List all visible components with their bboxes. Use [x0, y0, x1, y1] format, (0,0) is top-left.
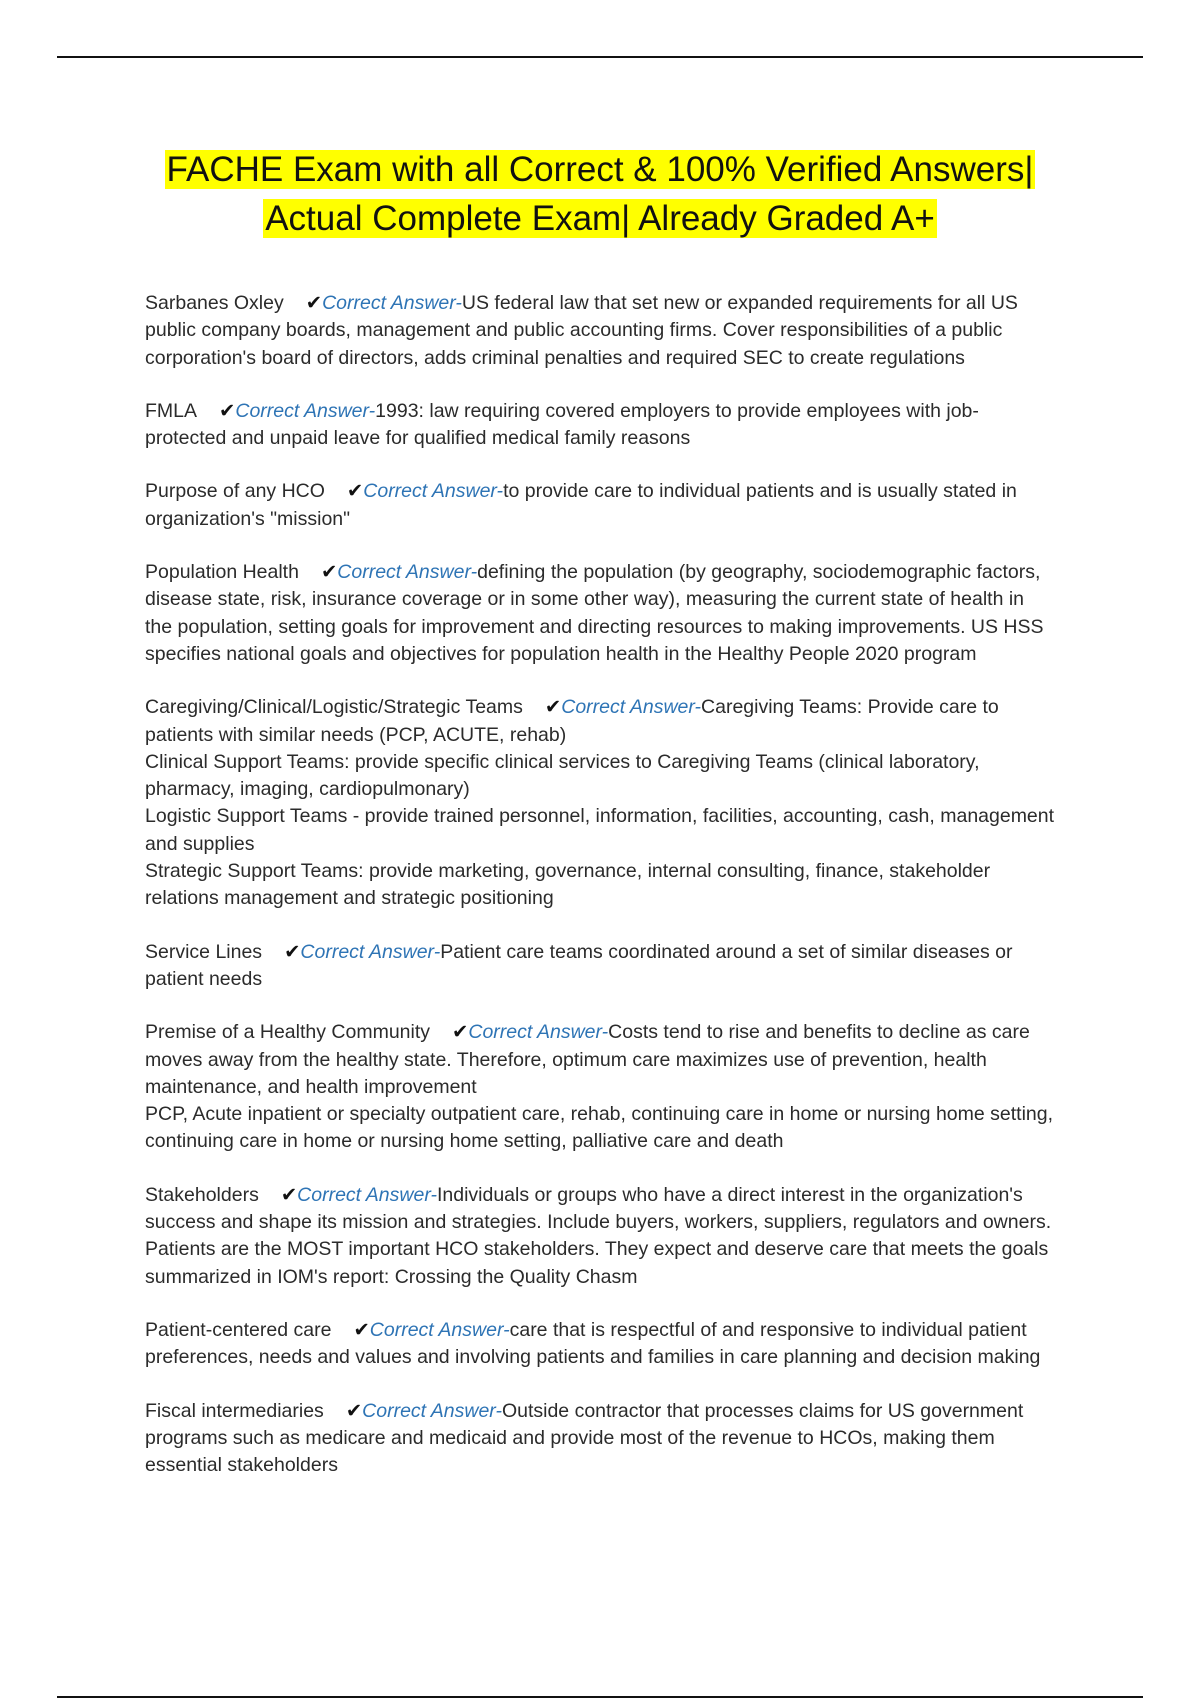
entry-answer: care that is respectful of and responsive to individual patient preferences, needs and values and involving patients and families in care planning and decision making — [145, 1318, 1041, 1369]
entry-term: Stakeholders — [145, 1183, 259, 1206]
checkmark-icon: ✔ — [219, 399, 236, 422]
entry-term: Sarbanes Oxley — [145, 292, 284, 314]
checkmark-icon: ✔ — [320, 561, 338, 584]
entry-answer: Costs tend to rise and benefits to decline as care moves away from the healthy state. Therefore, optimum care maximizes use of prevention, health maintenance, and health improvement — [145, 1021, 1030, 1098]
checkmark-icon: ✔ — [284, 940, 301, 963]
document-title — [60, 145, 1140, 243]
qa-list — [145, 290, 1055, 1505]
entry-answer-line: Clinical Support Teams: provide specific clinical services to Caregiving Teams (clinical laboratory, pharmacy, imaging, cardiopulmonary) — [145, 750, 980, 801]
entry-term: Fiscal intermediaries — [145, 1399, 324, 1422]
correct-answer-label: Correct Answer- — [300, 940, 441, 963]
correct-answer-label: Correct Answer- — [369, 1318, 510, 1341]
entry-term: Patient-centered care — [145, 1318, 332, 1341]
entry-answer: 1993: law requiring covered employers to provide employees with job-protected and unpaid leave for qualified medical family reasons — [145, 399, 979, 450]
entry-answer: Outside contractor that processes claims for US government programs such as medicare and medicaid and provide most of the revenue to HCOs, making them essential stakeholders — [145, 1399, 1024, 1477]
entry-answer: Patient care teams coordinated around a set of similar diseases or patient needs — [145, 940, 1013, 990]
checkmark-icon: ✔ — [544, 696, 562, 719]
qa-entry — [145, 1182, 1055, 1291]
correct-answer-label: Correct Answer- — [468, 1021, 609, 1044]
entry-answer-line: Strategic Support Teams: provide marketing, governance, internal consulting, finance, stakeholder relations management and strategic positioning — [145, 860, 991, 910]
qa-entry — [145, 1317, 1055, 1372]
entry-term: Population Health — [145, 561, 299, 584]
qa-entry — [145, 1398, 1055, 1480]
entry-term: Premise of a Healthy Community — [145, 1021, 431, 1044]
checkmark-icon: ✔ — [353, 1318, 370, 1341]
entry-term: FMLA — [145, 399, 198, 422]
correct-answer-label: Correct Answer- — [322, 292, 462, 314]
title-line-2: Actual Complete Exam| Already Graded A+ — [265, 199, 935, 238]
correct-answer-label: Correct Answer- — [363, 480, 504, 503]
entry-answer: to provide care to individual patients and is usually stated in organization's "mission" — [145, 480, 1017, 530]
entry-answer: Individuals or groups who have a direct interest in the organization's success and shape its mission and strategies. Include buyers, workers, suppliers, regulators and owners. Patients are the MOST important HCO stakeholders. They expect and deserve care that meets the goals summarized in IOM's report: Crossing the Quality Chasm — [145, 1183, 1052, 1288]
checkmark-icon: ✔ — [345, 1399, 363, 1422]
title-line-1: FACHE Exam with all Correct & 100% Verified Answers| — [166, 150, 1034, 189]
qa-entry — [145, 290, 1055, 372]
correct-answer-label: Correct Answer- — [235, 399, 376, 422]
top-rule — [57, 56, 1143, 58]
correct-answer-label: Correct Answer- — [561, 696, 702, 719]
qa-entry — [145, 694, 1055, 912]
qa-entry — [145, 559, 1055, 668]
correct-answer-label: Correct Answer- — [362, 1399, 502, 1422]
qa-entry — [145, 939, 1055, 994]
entry-answer: US federal law that set new or expanded requirements for all US public company boards, management and public accounting firms. Cover responsibilities of a public corporation's board of directors, adds criminal penalties and required SEC to create regulations — [145, 292, 1018, 369]
qa-entry — [145, 478, 1055, 533]
qa-entry — [145, 1019, 1055, 1155]
entry-answer-line: Logistic Support Teams - provide trained personnel, information, facilities, accounting, cash, management and supplies — [145, 805, 1055, 855]
entry-answer-line: PCP, Acute inpatient or specialty outpatient care, rehab, continuing care in home or nursing home setting, continuing care in home or nursing home setting, palliative care and death — [145, 1103, 1054, 1153]
entry-answer: Caregiving Teams: Provide care to patients with similar needs (PCP, ACUTE, rehab) — [145, 696, 999, 746]
bottom-rule — [57, 1696, 1143, 1698]
entry-term: Purpose of any HCO — [145, 480, 325, 503]
entry-term: Service Lines — [145, 940, 263, 963]
entry-term: Caregiving/Clinical/Logistic/Strategic Teams — [145, 696, 523, 719]
checkmark-icon: ✔ — [452, 1021, 469, 1044]
correct-answer-label: Correct Answer- — [337, 561, 478, 584]
checkmark-icon: ✔ — [305, 292, 323, 314]
checkmark-icon: ✔ — [280, 1183, 298, 1206]
correct-answer-label: Correct Answer- — [297, 1183, 437, 1206]
qa-entry — [145, 398, 1055, 453]
entry-answer: defining the population (by geography, sociodemographic factors, disease state, risk, insurance coverage or in some other way), measuring the current state of health in the population, setting goals for improvement and directing resources to making improvements. US HSS specifies national goals and objectives for population health in the Healthy People 2020 program — [145, 561, 1044, 665]
checkmark-icon: ✔ — [346, 480, 364, 503]
